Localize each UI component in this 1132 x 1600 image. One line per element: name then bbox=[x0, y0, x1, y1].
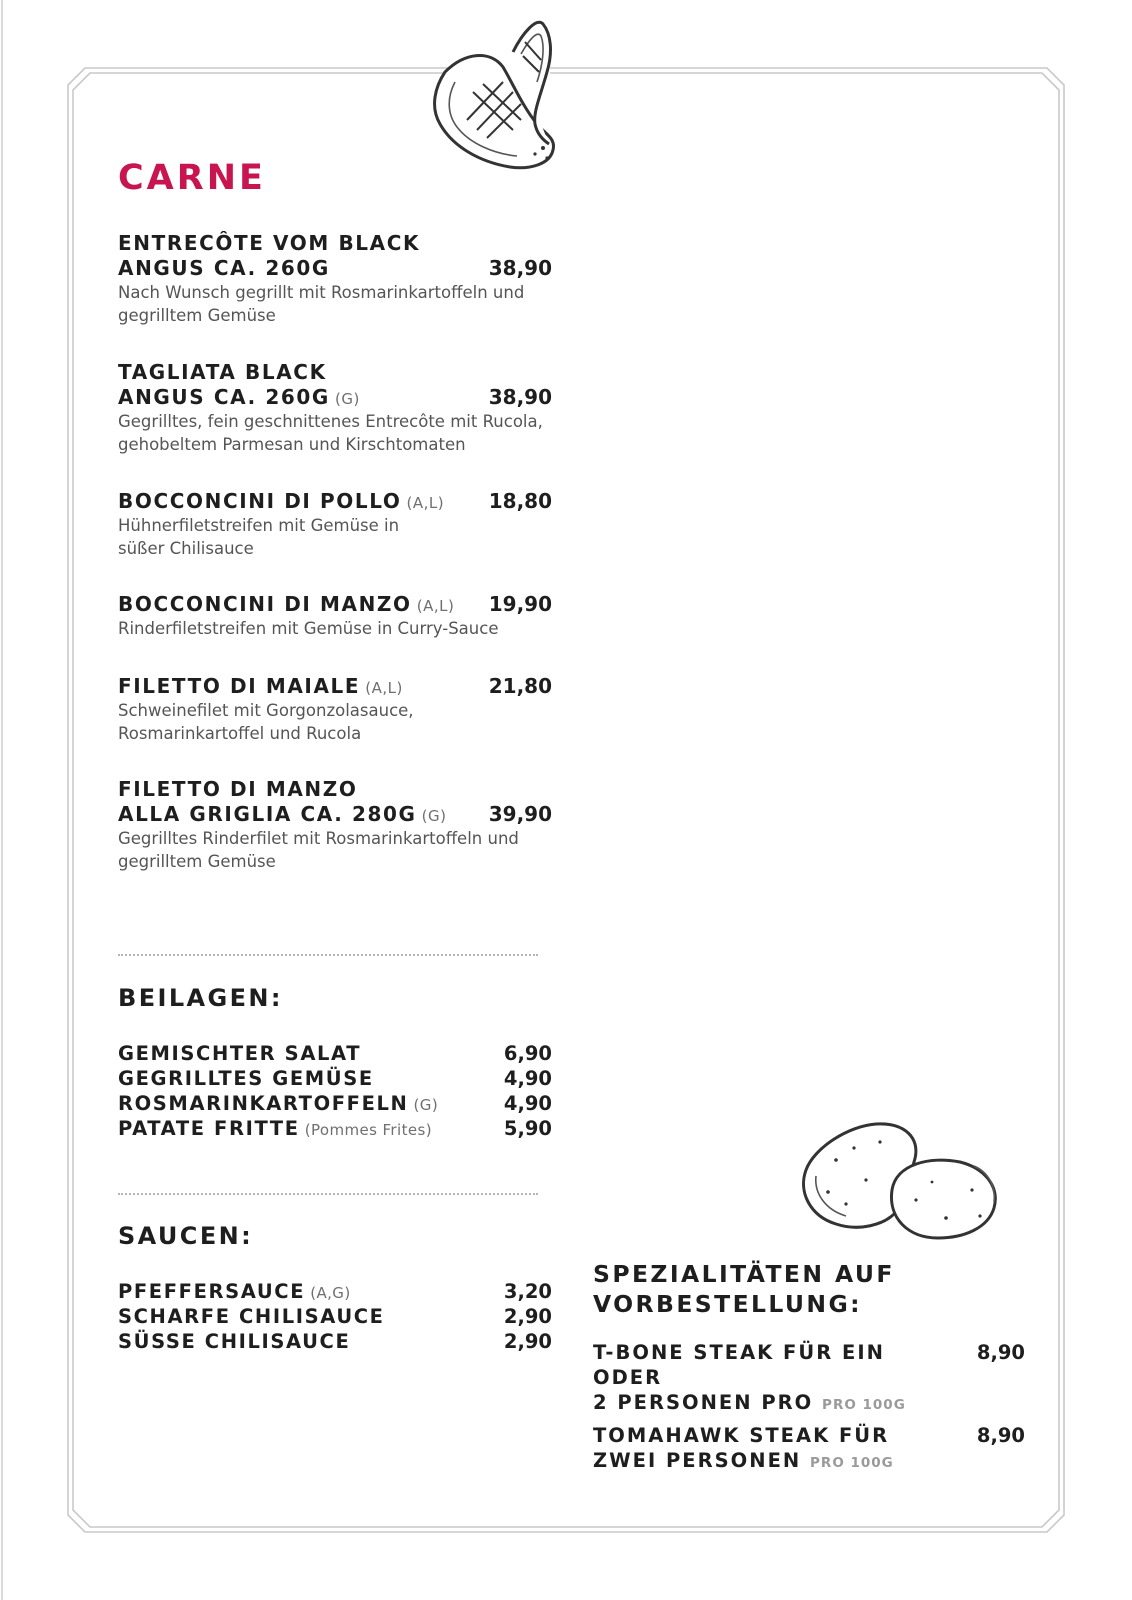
item-label: GEMISCHTER SALAT bbox=[118, 1042, 362, 1065]
item-label: GEGRILLTES GEMÜSE bbox=[118, 1067, 374, 1090]
dish-name: TAGLIATA BLACK bbox=[118, 360, 327, 384]
item-label: ROSMARINKARTOFFELN bbox=[118, 1092, 409, 1115]
beilagen-title: BEILAGEN: bbox=[118, 984, 283, 1012]
special-name-line2: 2 PERSONEN PRO bbox=[593, 1391, 814, 1414]
dish-bocconcini-pollo bbox=[118, 489, 552, 560]
dish-description: Gegrilltes Rinderfilet mit Rosmarinkartoffeln und gegrilltem Gemüse bbox=[118, 829, 519, 871]
dish-name-line2: ANGUS CA. 260G bbox=[118, 256, 330, 280]
list-item bbox=[118, 1067, 552, 1092]
item-price: 3,20 bbox=[503, 1280, 552, 1303]
item-price: 4,90 bbox=[503, 1092, 552, 1115]
dish-tagliata bbox=[118, 360, 552, 456]
item-price: 6,90 bbox=[503, 1042, 552, 1065]
dish-description: Gegrilltes, fein geschnittenes Entrecôte mit Rucola, gehobeltem Parmesan und Kirschtomaten bbox=[118, 412, 543, 454]
spezial-title-line2: VORBESTELLUNG: bbox=[593, 1290, 862, 1318]
special-name-line2: ZWEI PERSONEN bbox=[593, 1449, 802, 1472]
dish-filetto-manzo bbox=[118, 777, 552, 873]
special-price: 8,90 bbox=[976, 1341, 1025, 1364]
dish-description: Hühnerfiletstreifen mit Gemüse in süßer Chilisauce bbox=[118, 516, 400, 558]
special-price: 8,90 bbox=[976, 1424, 1025, 1447]
price-unit: PRO 100G bbox=[810, 1455, 894, 1471]
item-label: PATATE FRITTE bbox=[118, 1117, 300, 1140]
list-item bbox=[118, 1117, 552, 1142]
special-item-tomahawk bbox=[593, 1423, 1025, 1476]
allergen-codes: (A,L) bbox=[416, 597, 455, 615]
saucen-list bbox=[118, 1280, 552, 1355]
special-name-line1: T-BONE STEAK FÜR EIN ODER bbox=[593, 1341, 885, 1389]
allergen-codes: (A,L) bbox=[365, 679, 403, 697]
dish-name: FILETTO DI MAIALE bbox=[118, 674, 361, 698]
dish-description: Nach Wunsch gegrillt mit Rosmarinkartoffeln und gegrilltem Gemüse bbox=[118, 283, 525, 325]
item-label: SCHARFE CHILISAUCE bbox=[118, 1305, 385, 1328]
dish-description: Schweinefilet mit Gorgonzolasauce, Rosmarinkartoffel und Rucola bbox=[118, 701, 414, 743]
dish-price: 18,80 bbox=[488, 489, 552, 513]
allergen-codes: (A,G) bbox=[310, 1284, 351, 1302]
dish-name: ENTRECÔTE VOM BLACK bbox=[118, 231, 421, 255]
dish-price: 38,90 bbox=[488, 256, 552, 280]
list-item bbox=[118, 1330, 552, 1355]
dish-price: 21,80 bbox=[488, 674, 552, 698]
dish-price: 19,90 bbox=[488, 592, 552, 616]
special-item-tbone bbox=[593, 1340, 1025, 1418]
carne-title: CARNE bbox=[118, 158, 266, 198]
dish-price: 39,90 bbox=[488, 802, 552, 826]
potato-icon bbox=[796, 1120, 1002, 1240]
item-price: 5,90 bbox=[503, 1117, 552, 1140]
item-price: 2,90 bbox=[503, 1330, 552, 1353]
list-item bbox=[118, 1092, 552, 1117]
item-label: SÜSSE CHILISAUCE bbox=[118, 1330, 351, 1353]
steak-icon bbox=[425, 12, 575, 177]
allergen-codes: (G) bbox=[421, 807, 447, 825]
item-label: PFEFFERSAUCE bbox=[118, 1280, 306, 1303]
item-price: 2,90 bbox=[503, 1305, 552, 1328]
dish-description: Rinderfiletstreifen mit Gemüse in Curry-Sauce bbox=[118, 619, 499, 638]
spezial-title-line1: SPEZIALITÄTEN AUF bbox=[593, 1260, 895, 1288]
dish-filetto-maiale bbox=[118, 674, 552, 745]
dish-name-line2: ANGUS CA. 260G bbox=[118, 385, 330, 409]
dish-name: BOCCONCINI DI POLLO bbox=[118, 489, 402, 513]
dish-name: FILETTO DI MANZO bbox=[118, 777, 358, 801]
saucen-title: SAUCEN: bbox=[118, 1222, 254, 1250]
allergen-codes: (A,L) bbox=[406, 494, 445, 512]
dish-entrecote bbox=[118, 231, 552, 327]
dish-bocconcini-manzo bbox=[118, 592, 552, 640]
beilagen-list bbox=[118, 1042, 552, 1142]
item-note: (Pommes Frites) bbox=[304, 1121, 432, 1139]
item-price: 4,90 bbox=[503, 1067, 552, 1090]
dotted-divider bbox=[118, 954, 538, 956]
special-name-line1: TOMAHAWK STEAK FÜR bbox=[593, 1424, 890, 1447]
allergen-codes: (G) bbox=[335, 390, 360, 408]
price-unit: PRO 100G bbox=[822, 1397, 906, 1413]
dish-price: 38,90 bbox=[488, 385, 552, 409]
dish-name: BOCCONCINI DI MANZO bbox=[118, 592, 412, 616]
list-item bbox=[118, 1042, 552, 1067]
list-item bbox=[118, 1280, 552, 1305]
allergen-codes: (G) bbox=[413, 1096, 439, 1114]
dotted-divider bbox=[118, 1193, 538, 1195]
list-item bbox=[118, 1305, 552, 1330]
spezial-title bbox=[593, 1259, 895, 1319]
dish-name-line2: ALLA GRIGLIA CA. 280G bbox=[118, 802, 417, 826]
